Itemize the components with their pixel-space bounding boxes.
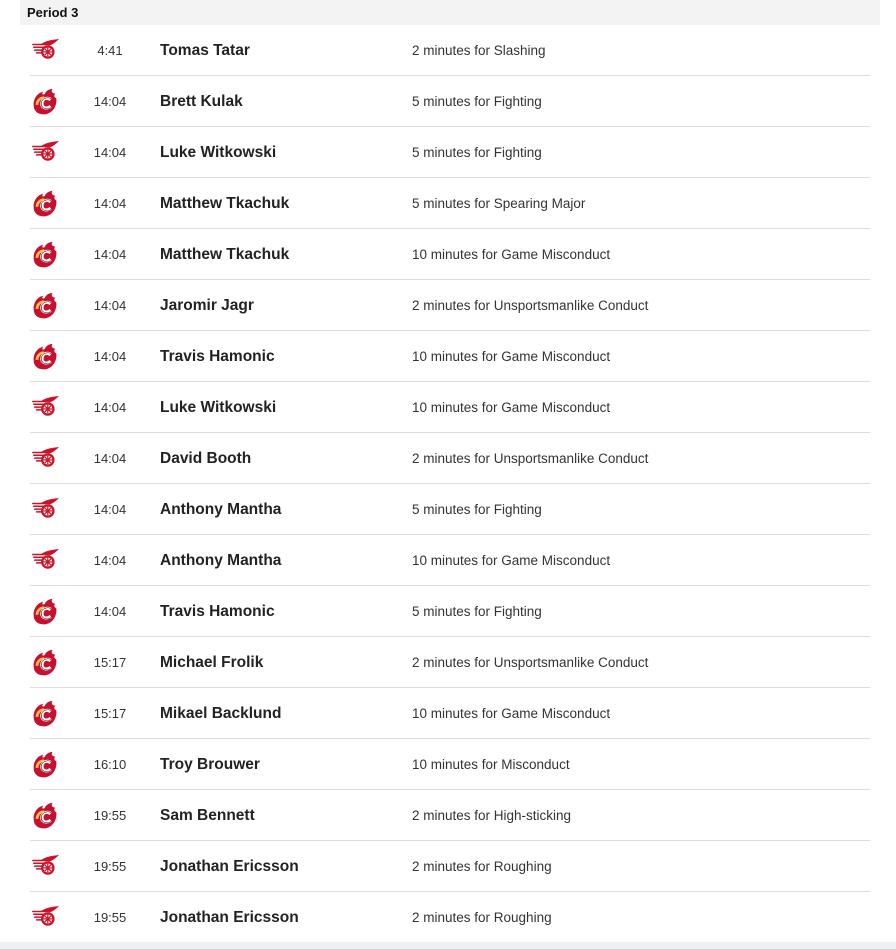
penalty-row <box>30 280 870 331</box>
penalty-row <box>30 739 870 790</box>
player-name: Brett Kulak <box>160 93 243 110</box>
flames-logo-icon <box>30 291 60 321</box>
period-header <box>20 0 880 25</box>
penalty-description: 10 minutes for Game Misconduct <box>412 247 611 262</box>
penalty-time: 16:10 <box>93 757 127 772</box>
penalty-description: 5 minutes for Fighting <box>412 94 542 109</box>
penalty-time: 14:04 <box>93 400 127 415</box>
penalty-time: 14:04 <box>93 247 127 262</box>
red-wings-logo-icon <box>30 852 60 882</box>
red-wings-logo-icon <box>30 495 60 525</box>
penalty-row <box>30 535 870 586</box>
flames-logo-icon <box>30 699 60 729</box>
penalty-row <box>30 76 870 127</box>
penalty-description: 2 minutes for Unsportsmanlike Conduct <box>412 451 649 466</box>
flames-logo-icon <box>30 87 60 117</box>
penalty-row <box>30 178 870 229</box>
flames-logo-icon <box>30 597 60 627</box>
penalty-description: 2 minutes for Unsportsmanlike Conduct <box>412 655 649 670</box>
penalty-time: 14:04 <box>93 298 127 313</box>
player-name: Luke Witkowski <box>160 399 277 416</box>
penalty-row <box>30 484 870 535</box>
player-name: Mikael Backlund <box>160 705 282 722</box>
player-name: Sam Bennett <box>160 807 255 824</box>
penalty-description: 2 minutes for High-sticking <box>412 808 572 823</box>
player-name: Jaromir Jagr <box>160 297 254 314</box>
penalty-time: 14:04 <box>93 553 127 568</box>
penalty-description: 10 minutes for Game Misconduct <box>412 553 611 568</box>
penalty-description: 10 minutes for Game Misconduct <box>412 706 611 721</box>
penalty-time: 14:04 <box>93 502 127 517</box>
player-name: David Booth <box>160 450 252 467</box>
penalty-list <box>30 25 870 943</box>
flames-logo-icon <box>30 648 60 678</box>
player-name: Jonathan Ericsson <box>160 858 299 875</box>
penalty-description: 2 minutes for Unsportsmanlike Conduct <box>412 298 649 313</box>
flames-logo-icon <box>30 750 60 780</box>
penalty-description: 2 minutes for Roughing <box>412 910 552 925</box>
penalty-time: 14:04 <box>93 145 127 160</box>
red-wings-logo-icon <box>30 546 60 576</box>
penalty-time: 14:04 <box>93 604 127 619</box>
penalty-description: 10 minutes for Game Misconduct <box>412 400 611 415</box>
penalty-time: 4:41 <box>97 43 123 58</box>
penalty-description: 5 minutes for Fighting <box>412 145 542 160</box>
penalty-row <box>30 25 870 76</box>
penalty-row <box>30 790 870 841</box>
player-name: Jonathan Ericsson <box>160 909 299 926</box>
penalty-time: 19:55 <box>93 808 127 823</box>
penalty-row <box>30 331 870 382</box>
player-name: Matthew Tkachuk <box>160 195 290 212</box>
player-name: Travis Hamonic <box>160 603 275 620</box>
penalty-row <box>30 433 870 484</box>
penalty-row <box>30 892 870 943</box>
red-wings-logo-icon <box>30 138 60 168</box>
penalty-time: 14:04 <box>93 94 127 109</box>
player-name: Tomas Tatar <box>160 42 250 59</box>
penalty-description: 5 minutes for Fighting <box>412 604 542 619</box>
penalty-description: 10 minutes for Game Misconduct <box>412 349 611 364</box>
penalty-description: 5 minutes for Fighting <box>412 502 542 517</box>
period-title: Period 3 <box>27 5 79 20</box>
red-wings-logo-icon <box>30 36 60 66</box>
player-name: Troy Brouwer <box>160 756 260 773</box>
flames-logo-icon <box>30 189 60 219</box>
penalty-description: 10 minutes for Misconduct <box>412 757 570 772</box>
penalty-description: 2 minutes for Slashing <box>412 43 546 58</box>
penalty-row <box>30 688 870 739</box>
player-name: Anthony Mantha <box>160 552 282 569</box>
penalty-time: 14:04 <box>93 451 127 466</box>
penalty-time: 19:55 <box>93 859 127 874</box>
player-name: Travis Hamonic <box>160 348 275 365</box>
red-wings-logo-icon <box>30 393 60 423</box>
player-name: Luke Witkowski <box>160 144 277 161</box>
penalty-row <box>30 637 870 688</box>
penalty-time: 15:17 <box>93 655 127 670</box>
red-wings-logo-icon <box>30 903 60 933</box>
footer-divider <box>0 942 896 949</box>
penalty-row <box>30 382 870 433</box>
penalty-row <box>30 841 870 892</box>
penalty-description: 2 minutes for Roughing <box>412 859 552 874</box>
penalty-row <box>30 127 870 178</box>
player-name: Matthew Tkachuk <box>160 246 290 263</box>
flames-logo-icon <box>30 342 60 372</box>
period-section <box>20 0 880 949</box>
penalty-time: 14:04 <box>93 196 127 211</box>
player-name: Michael Frolik <box>160 654 264 671</box>
flames-logo-icon <box>30 801 60 831</box>
penalty-description: 5 minutes for Spearing Major <box>412 196 586 211</box>
player-name: Anthony Mantha <box>160 501 282 518</box>
flames-logo-icon <box>30 240 60 270</box>
penalty-row <box>30 586 870 637</box>
penalty-time: 15:17 <box>93 706 127 721</box>
penalty-time: 19:55 <box>93 910 127 925</box>
penalty-time: 14:04 <box>93 349 127 364</box>
red-wings-logo-icon <box>30 444 60 474</box>
penalty-row <box>30 229 870 280</box>
